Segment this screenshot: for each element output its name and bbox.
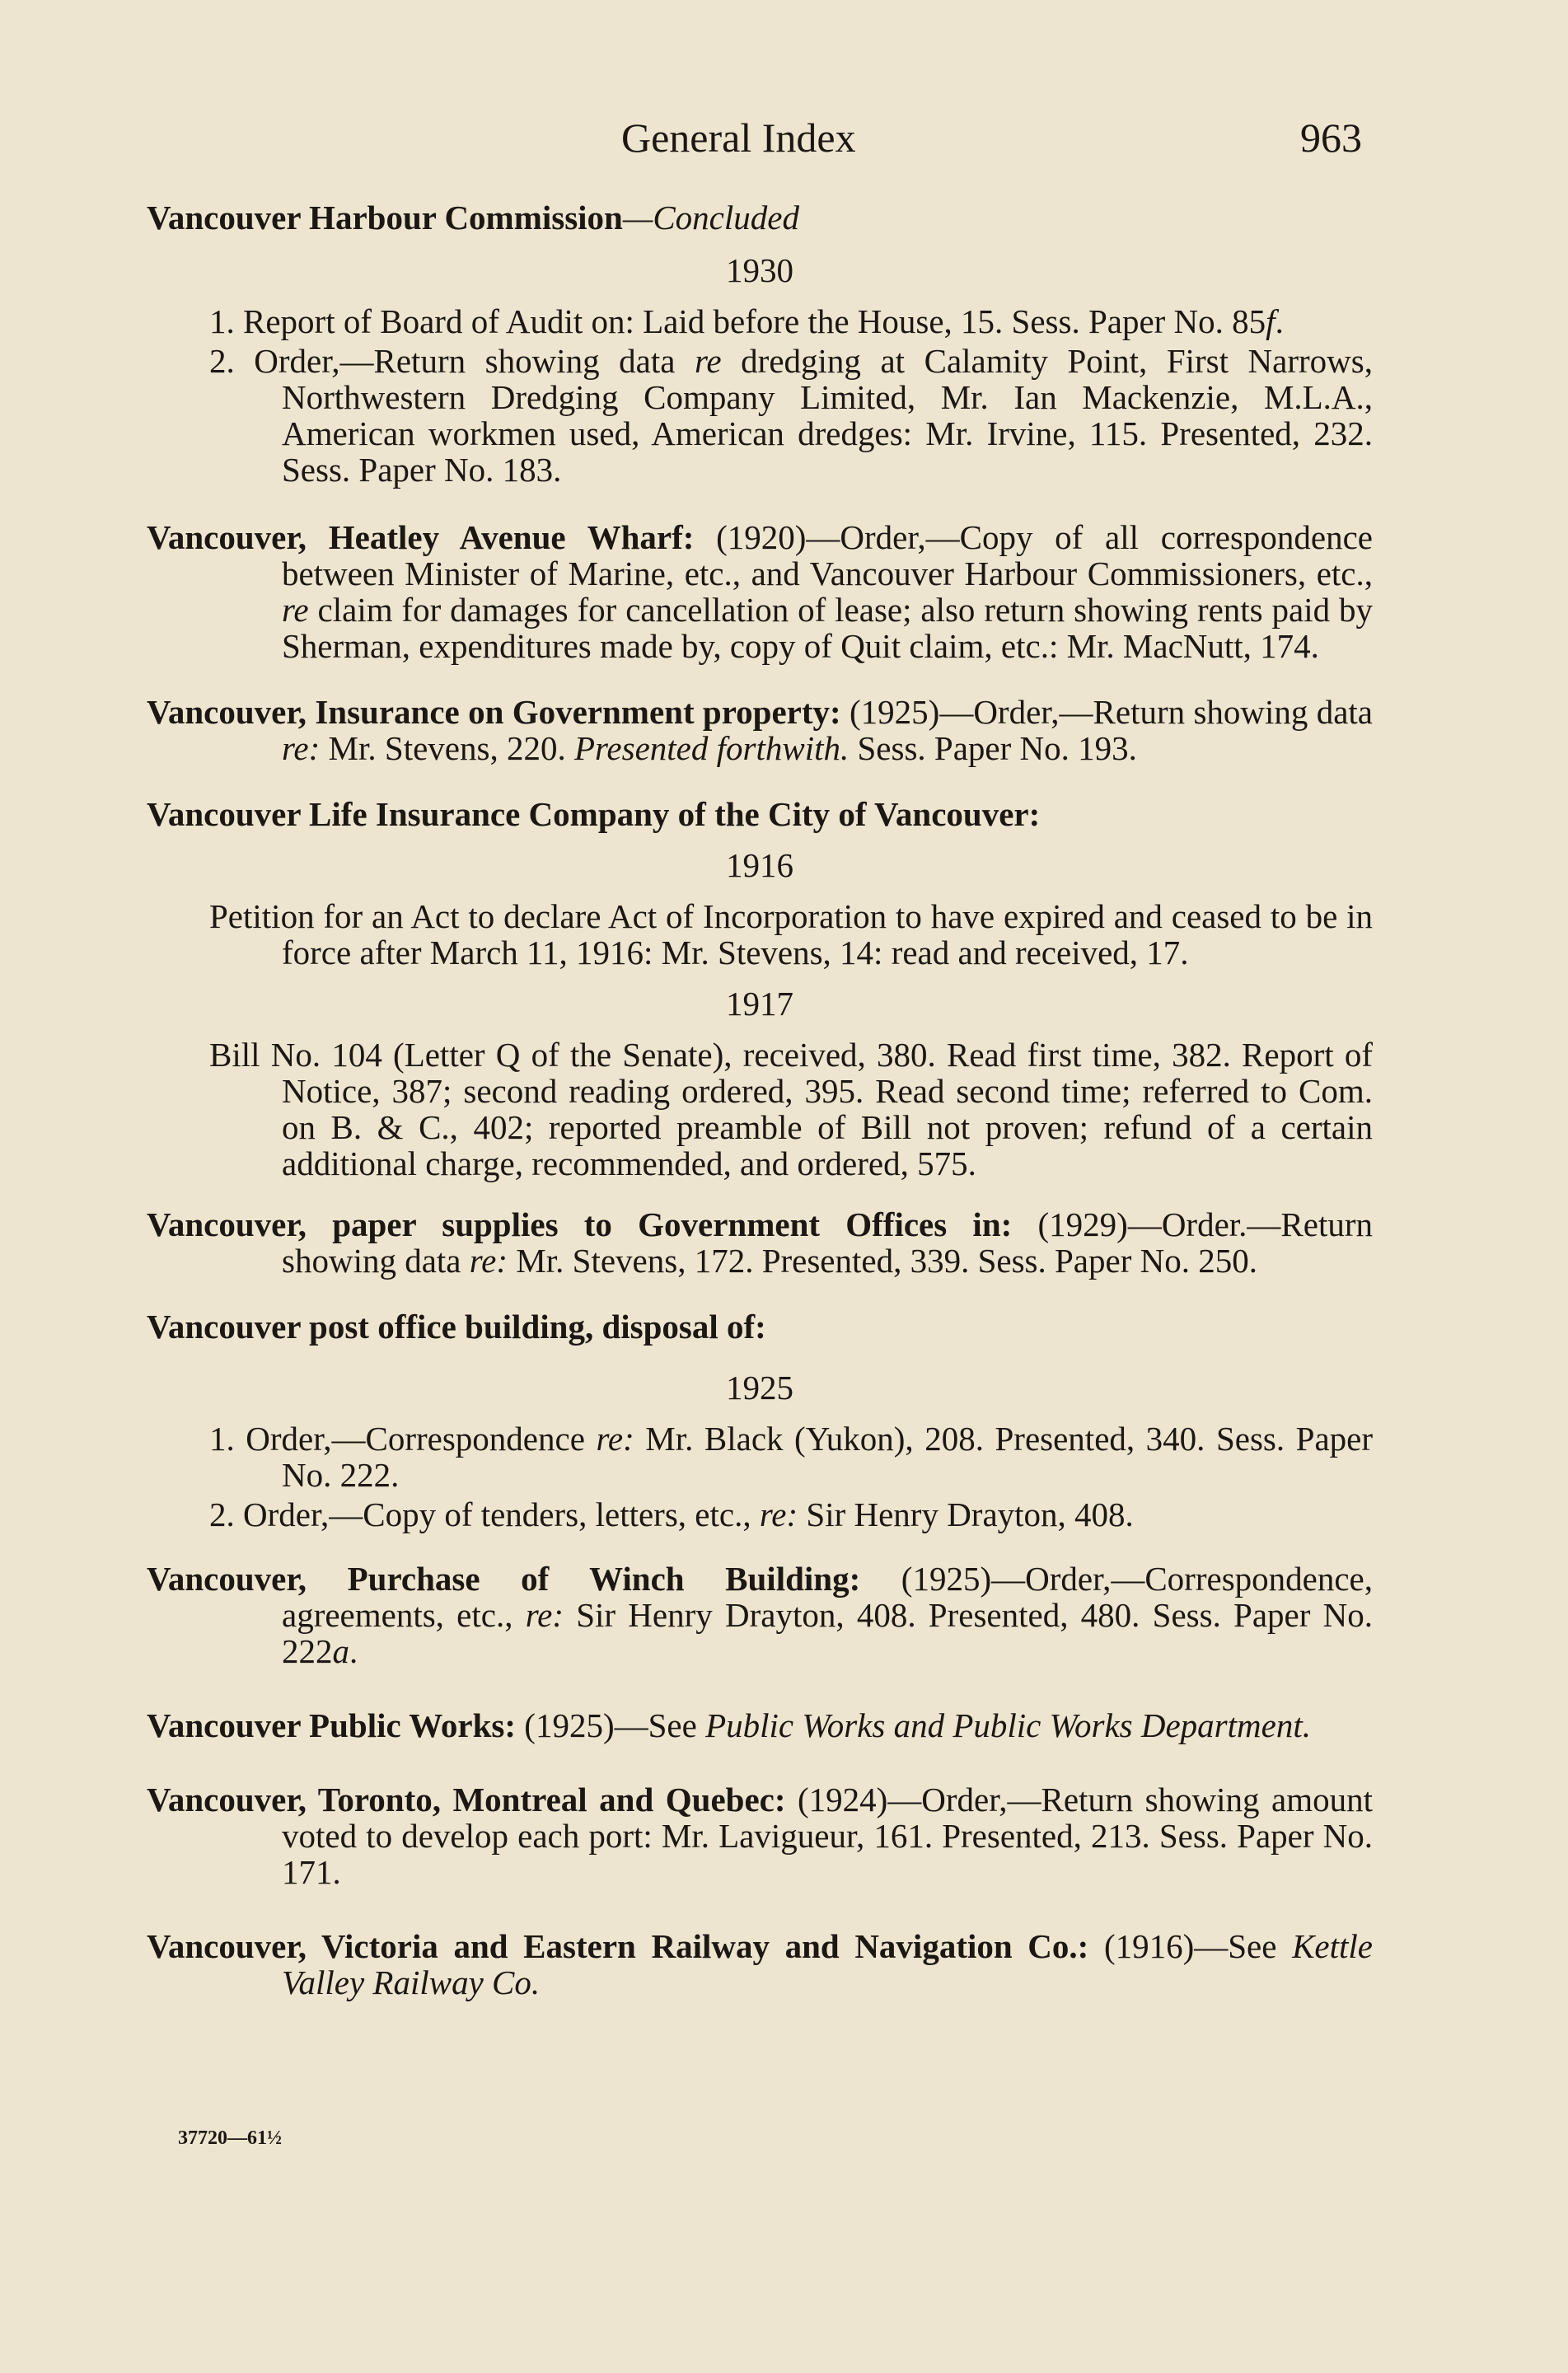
index-entry-victoria-eastern: Vancouver, Victoria and Eastern Railway and Navigation Co.: (1916)—See Kettle Valley Railway Co. — [147, 1927, 1373, 2001]
entry-item: Petition for an Act to declare Act of Incorporation to have expired and ceased to be in force after March 11, 1916: Mr. Stevens, 14: read and received, 17. — [209, 897, 1373, 971]
index-entry-paper-supplies: Vancouver, paper supplies to Government Offices in: (1929)—Order.—Return showing data re: Mr. Stevens, 172. Presented, 339. Sess. Paper No. 250. — [147, 1205, 1374, 1280]
running-head — [0, 114, 1568, 163]
entry-heading-line — [147, 199, 1373, 236]
year-subheading: 1925 — [726, 1369, 793, 1406]
index-entry-harbour-commission — [147, 199, 1373, 488]
entry-item: 1. Order,—Correspondence re: Mr. Black (Yukon), 208. Presented, 340. Sess. Paper No. 222. — [209, 1420, 1373, 1494]
entry-headword: Vancouver, paper supplies to Government Offices in: — [147, 1205, 1013, 1243]
entry-headword: Vancouver post office building, disposal of: — [147, 1308, 766, 1346]
entry-item: 2. Order,—Copy of tenders, letters, etc., re: Sir Henry Drayton, 408. — [209, 1495, 1134, 1533]
index-entry-winch-building: Vancouver, Purchase of Winch Building: (1925)—Order,—Correspondence, agreements, etc., re: Sir Henry Drayton, 408. Presented, 480. Sess. Paper No. 222a. — [147, 1560, 1373, 1670]
index-entry-toronto-montreal-quebec: Vancouver, Toronto, Montreal and Quebec: (1924)—Order,—Return showing amount voted to develop each port: Mr. Lavigueur, 161. Presented, 213. Sess. Paper No. 171. — [147, 1781, 1373, 1891]
entry-headword: Vancouver, Heatley Avenue Wharf: — [147, 518, 695, 556]
entry-heading-suffix: —Concluded — [622, 199, 799, 236]
entry-headword: Vancouver, Victoria and Eastern Railway and Navigation Co.: — [147, 1927, 1089, 1965]
running-head-title: General Index — [621, 115, 856, 161]
entry-headword: Vancouver Public Works: — [147, 1706, 517, 1744]
entry-item: 1. Report of Board of Audit on: Laid before the House, 15. Sess. Paper No. 85f. — [209, 302, 1284, 340]
page-number: 963 — [1300, 115, 1362, 161]
index-entry-heatley-wharf: Vancouver, Heatley Avenue Wharf: (1920)—Order,—Copy of all correspondence between Minister of Marine, etc., and Vancouver Harbour Commissioners, etc., re claim for damages for cancellation of lease; also return showing rents paid by Sherman, expenditures made by, copy of Quit claim, etc.: Mr. MacNutt, 174. — [147, 518, 1373, 665]
entry-headword: Vancouver, Insurance on Government property: — [147, 693, 841, 731]
entry-headword: Vancouver, Toronto, Montreal and Quebec: — [147, 1781, 786, 1818]
year-subheading: 1917 — [726, 985, 793, 1023]
index-body — [147, 199, 1373, 2001]
year-subheading: 1916 — [726, 846, 793, 884]
entry-headword: Vancouver, Purchase of Winch Building: — [147, 1560, 861, 1598]
year-subheading: 1930 — [726, 251, 793, 289]
entry-item: Bill No. 104 (Letter Q of the Senate), received, 380. Read first time, 382. Report of Notice, 387; second reading ordered, 395. Read second time; referred to Com. on B. & C., 402; reported preamble of Bill not proven; refund of a certain additional charge, recommended, and ordered, 575. — [209, 1036, 1373, 1182]
index-entry-life-insurance — [147, 796, 1373, 1182]
entry-headword: Vancouver Harbour Commission — [147, 199, 623, 236]
index-entry-insurance: Vancouver, Insurance on Government property: (1925)—Order,—Return showing data re: Mr. Stevens, 220. Presented forthwith. Sess. Paper No. 193. — [147, 693, 1374, 767]
entry-item: 2. Order,—Return showing data re dredging at Calamity Point, First Narrows, Northwestern Dredging Company Limited, Mr. Ian Mackenzie, M.L.A., American workmen used, American dredges: Mr. Irvine, 115. Presented, 232. Sess. Paper No. 183. — [209, 342, 1373, 489]
index-entry-post-office — [147, 1308, 1373, 1533]
entry-headword: Vancouver Life Insurance Company of the City of Vancouver: — [147, 795, 1041, 833]
printer-signature: 37720—61½ — [178, 2127, 282, 2149]
index-entry-public-works: Vancouver Public Works: (1925)—See Public Works and Public Works Department. — [147, 1706, 1311, 1744]
